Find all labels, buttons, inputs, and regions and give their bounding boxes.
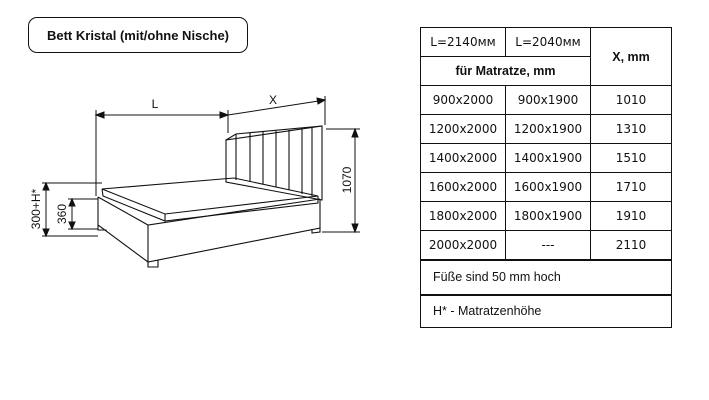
note-row-feet <box>421 260 672 295</box>
dim-label-l: L <box>151 97 159 111</box>
dim-label-x: X <box>268 93 278 107</box>
table-row <box>421 173 672 202</box>
cell-size-2040: 1800x1900 <box>506 202 591 231</box>
note-row-h <box>421 295 672 328</box>
cell-x: 1710 <box>591 173 672 202</box>
dim-label-1070: 1070 <box>340 166 354 194</box>
cell-size-2140: 1600x2000 <box>421 173 506 202</box>
table-row <box>421 115 672 144</box>
cell-size-2140: 1200x2000 <box>421 115 506 144</box>
cell-size-2140: 1800x2000 <box>421 202 506 231</box>
header-l-2040: L=2040мм <box>506 28 591 57</box>
cell-size-2140: 900x2000 <box>421 86 506 115</box>
cell-size-2140: 1400x2000 <box>421 144 506 173</box>
title: Bett Kristal (mit/ohne Nische) <box>46 27 230 43</box>
table-header-row <box>421 28 672 57</box>
table-row <box>421 86 672 115</box>
header-matratze: für Matratze, mm <box>421 57 591 86</box>
note-feet: Füße sind 50 mm hoch <box>421 260 672 295</box>
cell-x: 1910 <box>591 202 672 231</box>
cell-size-2040: 900x1900 <box>506 86 591 115</box>
cell-size-2040: 1200x1900 <box>506 115 591 144</box>
size-table <box>420 27 672 328</box>
header-l-2140: L=2140мм <box>421 28 506 57</box>
cell-x: 1010 <box>591 86 672 115</box>
cell-x: 1510 <box>591 144 672 173</box>
cell-size-2040: 1400x1900 <box>506 144 591 173</box>
table-row <box>421 231 672 260</box>
cell-x: 1310 <box>591 115 672 144</box>
cell-size-2040: --- <box>506 231 591 260</box>
bed-outline <box>98 126 322 267</box>
dim-label-300-h: 300+H* <box>29 188 43 230</box>
cell-size-2140: 2000x2000 <box>421 231 506 260</box>
dim-label-360: 360 <box>55 203 69 225</box>
header-x-mm: X, mm <box>591 28 672 86</box>
cell-size-2040: 1600x1900 <box>506 173 591 202</box>
note-h: H* - Matratzenhöhe <box>421 295 672 328</box>
table-row <box>421 202 672 231</box>
cell-x: 2110 <box>591 231 672 260</box>
table-row <box>421 144 672 173</box>
